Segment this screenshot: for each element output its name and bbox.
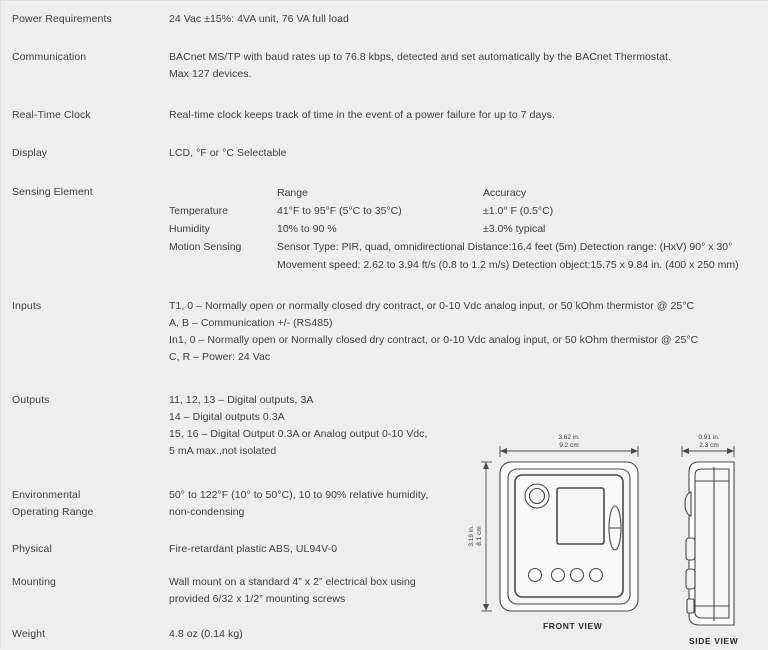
dim-cm: 9.2 cm xyxy=(559,442,579,449)
spec-value-line: C, R – Power: 24 Vac xyxy=(169,351,271,363)
row-detail: Movement speed: 2.62 to 3.94 ft/s (0.8 to 1.2 m/s) Detection object:15.75 x 9.84 in. (400 x 250 mm) xyxy=(277,259,739,271)
row-accuracy: ±3.0% typical xyxy=(483,223,546,235)
spec-label-line: Environmental xyxy=(12,489,81,501)
table-row xyxy=(169,202,768,220)
spec-value-line: 50° to 122°F (10° to 50°C), 10 to 90% relative humidity, xyxy=(169,489,429,501)
spec-label xyxy=(12,392,162,409)
motion-sensor-lens-inner xyxy=(530,489,545,504)
sensing-element-table xyxy=(169,184,768,274)
spec-value-line: 4.8 oz (0.14 kg) xyxy=(169,628,243,640)
spec-label-line: Communication xyxy=(12,51,87,63)
table-row xyxy=(169,220,768,238)
spec-value-line: Wall mount on a standard 4” x 2” electrical box using xyxy=(169,576,416,588)
dim-cm: 2.3 cm xyxy=(699,442,719,449)
spec-label xyxy=(12,541,162,558)
spec-value-line: A, B – Communication +/- (RS485) xyxy=(169,317,333,329)
spec-value xyxy=(169,49,761,83)
front-button xyxy=(571,569,584,582)
spec-label-line: Inputs xyxy=(12,300,42,312)
dim-cm: 8.1 cm xyxy=(476,526,483,546)
spec-label-line: Mounting xyxy=(12,576,56,588)
spec-value-line: Max 127 devices. xyxy=(169,68,252,80)
product-dimension-drawing xyxy=(467,433,768,650)
spec-label-line: Operating Range xyxy=(12,506,94,518)
side-rocker-edge xyxy=(686,538,695,560)
spec-label xyxy=(12,626,162,643)
row-accuracy: ±1.0° F (0.5°C) xyxy=(483,205,554,217)
spec-value xyxy=(169,298,761,366)
row-name: Temperature xyxy=(169,205,228,217)
side-inner-shell xyxy=(695,469,729,618)
front-height-dimension-label xyxy=(468,513,484,559)
spec-value-line: 24 Vac ±15%: 4VA unit, 76 VA full load xyxy=(169,13,349,25)
table-header-row xyxy=(169,184,768,202)
side-sensor-bulge xyxy=(685,492,691,516)
thermostat-drawing-svg xyxy=(467,433,768,650)
spec-value xyxy=(169,11,761,28)
column-header-accuracy: Accuracy xyxy=(483,187,527,199)
front-button xyxy=(529,569,542,582)
spec-value-line: non-condensing xyxy=(169,506,245,518)
row-name: Humidity xyxy=(169,223,210,235)
spec-value xyxy=(169,107,761,124)
spec-label-line: Display xyxy=(12,147,48,159)
lcd-screen xyxy=(557,488,604,544)
spec-value xyxy=(169,145,761,162)
spec-value-line: 11, 12, 13 – Digital outputs, 3A xyxy=(169,394,314,406)
column-header-range: Range xyxy=(277,187,308,199)
spec-value-line: Fire-retardant plastic ABS, UL94V-0 xyxy=(169,543,338,555)
spec-label xyxy=(12,107,162,124)
dim-inches: 3.62 in. xyxy=(558,434,580,441)
spec-label-line: Power Requirements xyxy=(12,13,112,25)
spec-label xyxy=(12,487,162,521)
spec-value-line: LCD, °F or °C Selectable xyxy=(169,147,287,159)
spec-value-line: In1, 0 – Normally open or Normally closed dry contract, or 0-10 Vdc analog input, or 50 kOhm thermistor @ 25°C xyxy=(169,334,699,346)
spec-value-line: BACnet MS/TP with baud rates up to 76.8 kbps, detected and set automatically by the BACnet Thermostat. xyxy=(169,51,671,63)
dim-inches: 3.19 in. xyxy=(468,525,475,547)
row-range: 10% to 90 % xyxy=(277,223,337,235)
table-row xyxy=(169,256,768,274)
table-row xyxy=(169,238,768,256)
spec-label-line: Weight xyxy=(12,628,46,640)
spec-label-line: Real-Time Clock xyxy=(12,109,91,121)
spec-value-line: 5 mA max.,not isolated xyxy=(169,445,277,457)
spec-value-line: 14 – Digital outputs 0.3A xyxy=(169,411,285,423)
front-button xyxy=(590,569,603,582)
spec-value-line: T1, 0 – Normally open or normally closed dry contract, or 0-10 Vdc analog input, or 50 kOhm thermistor @ 25°C xyxy=(169,300,695,312)
spec-label xyxy=(12,11,162,28)
spec-label xyxy=(12,49,162,66)
side-button-edge xyxy=(686,569,695,589)
row-name: Motion Sensing xyxy=(169,241,242,253)
spec-label-line: Physical xyxy=(12,543,52,555)
front-view-caption: FRONT VIEW xyxy=(543,621,603,631)
spec-label xyxy=(12,574,162,591)
spec-label-line: Outputs xyxy=(12,394,50,406)
row-range: 41°F to 95°F (5°C to 35°C) xyxy=(277,205,402,217)
side-depth-dimension-label xyxy=(679,434,739,450)
spec-label xyxy=(12,145,162,162)
side-view-caption: SIDE VIEW xyxy=(689,636,739,646)
front-width-dimension-label xyxy=(519,434,619,450)
spec-value-line: provided 6/32 x 1/2” mounting screws xyxy=(169,593,346,605)
spec-label-line: Sensing Element xyxy=(12,186,93,198)
spec-label xyxy=(12,298,162,315)
dim-inches: 0.91 in. xyxy=(698,434,720,441)
spec-value-line: Real-time clock keeps track of time in the event of a power failure for up to 7 days. xyxy=(169,109,555,121)
spec-value-line: 15, 16 – Digital Output 0.3A or Analog output 0-10 Vdc, xyxy=(169,428,428,440)
row-detail: Sensor Type: PIR, quad, omnidirectional Distance:16.4 feet (5m) Detection range: (HxV) 90° x 30° xyxy=(277,241,733,253)
side-tab xyxy=(687,599,694,613)
front-button xyxy=(552,569,565,582)
spec-label xyxy=(12,184,162,201)
